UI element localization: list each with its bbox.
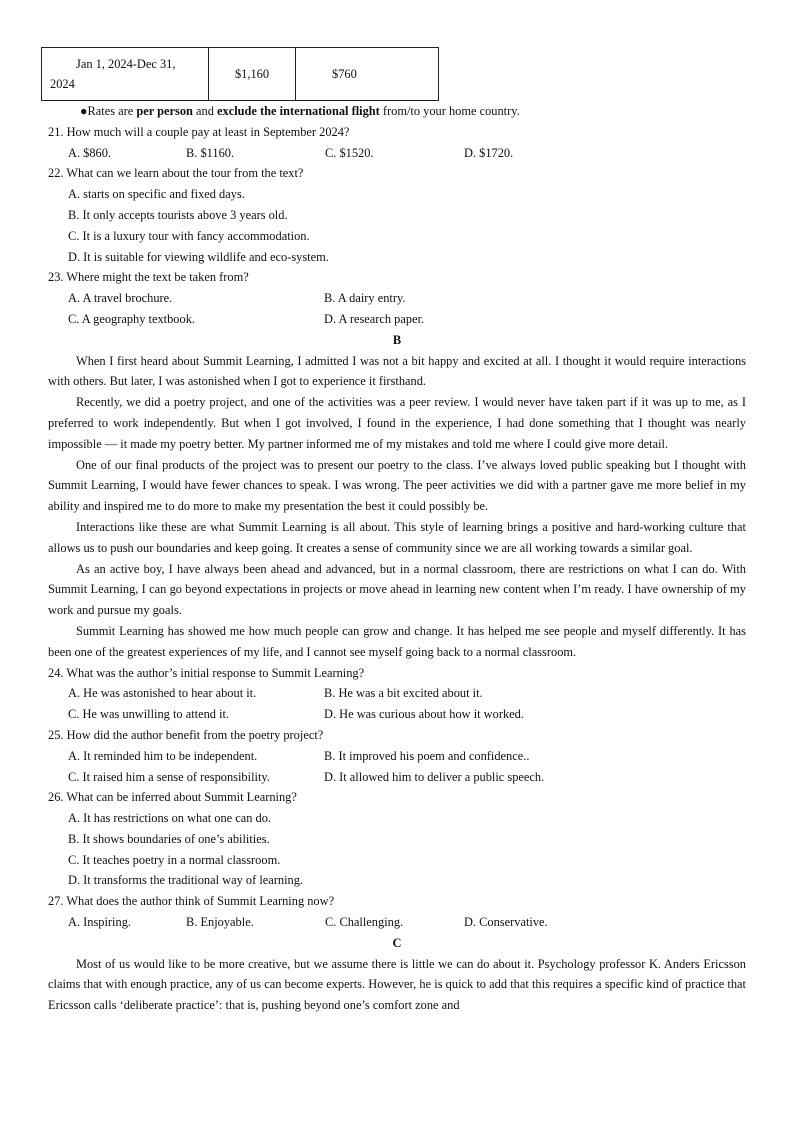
price-cell-a: $1,160: [209, 48, 296, 101]
section-b-heading: B: [392, 332, 402, 347]
question-24: 24. What was the author’s initial response to Summit Learning?: [48, 665, 365, 680]
passage-paragraph: When I first heard about Summit Learning, I admitted I was not a bit happy and excited at all. I thought it would require interactions with others. But later, I was astonished when I got to experience it firsthand.: [48, 353, 746, 389]
exam-page: [48, 47, 746, 1016]
option-b: B. He was a bit excited about it.: [324, 686, 483, 701]
question-24-options-row1: [48, 683, 746, 704]
note-text-3: from/to your home country.: [379, 104, 520, 118]
question-23-options-row2: [48, 309, 746, 330]
date-range-line1: Jan 1, 2024-Dec 31,: [76, 57, 176, 71]
table-row: [42, 48, 439, 101]
question-27: 27. What does the author think of Summit Learning now?: [48, 894, 335, 909]
option-c: C. A geography textbook.: [68, 311, 195, 326]
option-d: D. A research paper.: [324, 311, 425, 326]
passage-paragraph: As an active boy, I have always been ahead and advanced, but in a normal classroom, there are restrictions on what I can do. With Summit Learning, I can go beyond expectations in projects or move ahead in learning new content when I’m ready. I have ownership of my work and pursue my goals.: [48, 561, 746, 618]
option-c: C. It raised him a sense of responsibility.: [68, 769, 270, 784]
option-a: A. He was astonished to hear about it.: [68, 686, 257, 701]
question-24-options-row2: [48, 704, 746, 725]
option-c: C. He was unwilling to attend it.: [68, 707, 230, 722]
question-23-options-row1: [48, 288, 746, 309]
option-a: A. starts on specific and fixed days.: [68, 187, 245, 202]
option-d: D. It allowed him to deliver a public speech.: [324, 769, 545, 784]
note-bold-1: per person: [136, 104, 193, 118]
question-23: 23. Where might the text be taken from?: [48, 270, 249, 285]
bullet-icon: ●: [80, 104, 88, 118]
note-text-1: Rates are: [87, 104, 137, 118]
option-d: D. $1720.: [464, 145, 514, 160]
passage-paragraph: Most of us would like to be more creative, but we assume there is little we can do about it. Psychology professor K. Anders Ericsson claims that with enough practice, any of us can become experts. However, he is quick to add that this requires a specific kind of practice that Ericsson calls ‘deliberate practice’: that is, pushing beyond one’s comfort zone and: [48, 956, 746, 1013]
option-d: D. Conservative.: [464, 915, 548, 930]
option-a: A. Inspiring.: [68, 915, 131, 930]
question-25: 25. How did the author benefit from the poetry project?: [48, 727, 324, 742]
date-range-line2: 2024: [50, 77, 75, 91]
option-c: C. $1520.: [325, 145, 374, 160]
question-22: 22. What can we learn about the tour from the text?: [48, 166, 304, 181]
rates-note: [48, 101, 746, 122]
option-d: D. It transforms the traditional way of learning.: [68, 873, 304, 888]
passage-paragraph: Interactions like these are what Summit Learning is all about. This style of learning brings a positive and hard-working culture that allows us to push our boundaries and keep going. It creates a sense of community since we are all working towards a similar goal.: [48, 519, 746, 555]
passage-paragraph: One of our final products of the project was to present our poetry to the class. I’ve always loved public speaking but I thought with Summit Learning, I would have fewer chances to speak. I was wrong. The peer activities we did with a partner gave me more belief in my ability and inspired me to do more to make my presentation the best it could possibly be.: [48, 457, 746, 514]
option-c: C. It is a luxury tour with fancy accommodation.: [68, 228, 310, 243]
question-21: 21. How much will a couple pay at least in September 2024?: [48, 124, 350, 139]
rates-table: [41, 47, 439, 101]
option-b: B. It improved his poem and confidence..: [324, 748, 530, 763]
passage-paragraph: Recently, we did a poetry project, and one of the activities was a peer review. I would never have taken part if it was up to me, as I preferred to work independently. But when I got involved, I found in the experience, I had done something that I thought was nearly impossible — it made my poetry better. My partner informed me of my mistakes and told me where I could give more detail.: [48, 395, 746, 451]
option-c: C. It teaches poetry in a normal classroom.: [68, 852, 281, 867]
option-c: C. Challenging.: [325, 915, 404, 930]
question-25-options-row2: [48, 767, 746, 788]
option-b: B. It only accepts tourists above 3 years old.: [68, 207, 288, 222]
question-21-options: [48, 143, 746, 164]
passage-paragraph: Summit Learning has showed me how much people can grow and change. It has helped me see people and myself differently. It has been one of the greatest experiences of my life, and I cannot see myself going back to a normal classroom.: [48, 623, 746, 659]
option-a: A. $860.: [68, 145, 112, 160]
option-b: B. A dairy entry.: [324, 291, 406, 306]
option-b: B. It shows boundaries of one’s abilities.: [68, 831, 270, 846]
price-cell-b: $760: [296, 48, 439, 101]
option-b: B. Enjoyable.: [186, 915, 254, 930]
option-b: B. $1160.: [186, 145, 235, 160]
date-range-cell: [42, 48, 209, 101]
note-text-2: and: [192, 104, 217, 118]
question-25-options-row1: [48, 746, 746, 767]
question-27-options: [48, 912, 746, 933]
question-26: 26. What can be inferred about Summit Learning?: [48, 790, 297, 805]
option-a: A. A travel brochure.: [68, 291, 173, 306]
option-a: A. It has restrictions on what one can do.: [68, 811, 272, 826]
option-d: D. It is suitable for viewing wildlife and eco-system.: [68, 249, 329, 264]
option-a: A. It reminded him to be independent.: [68, 748, 258, 763]
section-c-heading: C: [392, 935, 402, 950]
note-bold-2: exclude the international flight: [217, 104, 380, 118]
option-d: D. He was curious about how it worked.: [324, 707, 524, 722]
